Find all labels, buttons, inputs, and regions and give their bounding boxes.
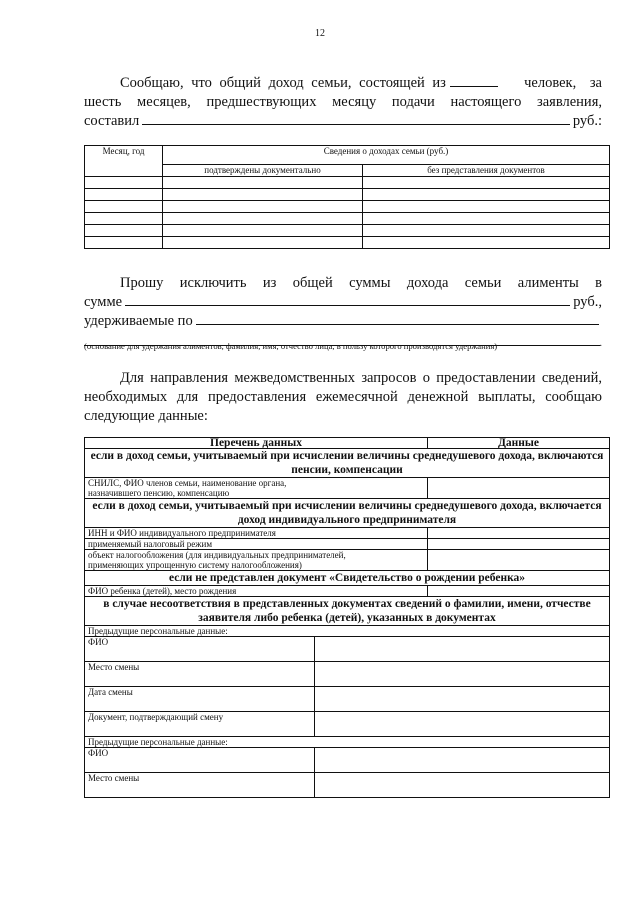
row-inn-value[interactable] xyxy=(428,528,610,539)
fio-label-2: ФИО xyxy=(85,748,315,773)
table-row[interactable] xyxy=(85,225,610,237)
income-total-field[interactable] xyxy=(142,112,570,125)
row-snils-label: СНИЛС, ФИО членов семьи, наименование органа, назначившего пенсию, компенсацию xyxy=(85,478,428,499)
section-pensions: если в доход семьи, учитываемый при исчислении величины среднедушевого дохода, включаются пенсии, компенсации xyxy=(85,449,610,478)
alimony-basis-field[interactable] xyxy=(196,312,599,325)
row-object-label: объект налогообложения (для индивидуальных предпринимателей, применяющих упрощенную систему налогообложения) xyxy=(85,550,428,571)
row-tax-label: применяемый налоговый режим xyxy=(85,539,428,550)
fio-label-1: ФИО xyxy=(85,637,315,662)
income-line3-end: руб.: xyxy=(572,113,602,129)
col-month: Месяц, год xyxy=(85,146,163,177)
alimony-sum-field[interactable] xyxy=(125,293,570,306)
requests-paragraph xyxy=(84,369,602,426)
income-line3-start: составил xyxy=(84,113,140,129)
col-income-info: Сведения о доходах семьи (руб.) xyxy=(163,146,610,165)
col-list: Перечень данных xyxy=(85,438,428,449)
row-child-value[interactable] xyxy=(428,586,610,597)
row-child-label: ФИО ребенка (детей), место рождения xyxy=(85,586,428,597)
requests-line3: следующие данные: xyxy=(84,408,208,424)
alimony-line3: удерживаемые по xyxy=(84,313,193,329)
doc-label-1: Документ, подтверждающий смену xyxy=(85,712,315,737)
date-value-1[interactable] xyxy=(315,687,610,712)
alimony-line2-end: руб., xyxy=(573,294,602,310)
prev-data-label-2: Предыдущие персональные данные: xyxy=(85,737,610,748)
requests-line2: необходимых для предоставления ежемесячной денежной выплаты, сообщаю xyxy=(84,389,602,405)
col-unconfirmed: без представления документов xyxy=(363,165,610,177)
place-value-2[interactable] xyxy=(315,773,610,798)
income-statement xyxy=(84,74,602,131)
section-birth-certificate: если не представлен документ «Свидетельство о рождении ребенка» xyxy=(85,571,610,586)
place-value-1[interactable] xyxy=(315,662,610,687)
row-tax-value[interactable] xyxy=(428,539,610,550)
table-row[interactable] xyxy=(85,237,610,249)
alimony-note: (основание для удержания алиментов, фамилия, имя, отчество лица, в пользу которого производятся удержания) xyxy=(84,341,498,351)
place-label-2: Место смены xyxy=(85,773,315,798)
income-line1-end: человек, за xyxy=(524,75,602,91)
fio-value-2[interactable] xyxy=(315,748,610,773)
fio-value-1[interactable] xyxy=(315,637,610,662)
income-line1-start: Сообщаю, что общий доход семьи, состоящей из xyxy=(120,75,446,91)
income-table xyxy=(84,145,610,249)
data-table xyxy=(84,437,610,798)
page-number: 12 xyxy=(315,28,325,39)
alimony-line1: Прошу исключить из общей суммы дохода семьи алименты в xyxy=(120,275,602,291)
table-row[interactable] xyxy=(85,201,610,213)
income-line2: шесть месяцев, предшествующих месяцу подачи настоящего заявления, xyxy=(84,94,602,110)
table-row[interactable] xyxy=(85,177,610,189)
date-label-1: Дата смены xyxy=(85,687,315,712)
table-row[interactable] xyxy=(85,189,610,201)
section-mismatch: в случае несоответствия в представленных документах сведений о фамилии, имени, отчестве заявителя либо ребенка (детей), указанных в документах xyxy=(85,597,610,626)
place-label-1: Место смены xyxy=(85,662,315,687)
row-inn-label: ИНН и ФИО индивидуального предпринимателя xyxy=(85,528,428,539)
row-snils-value[interactable] xyxy=(428,478,610,499)
doc-value-1[interactable] xyxy=(315,712,610,737)
family-size-field[interactable] xyxy=(450,86,498,87)
prev-data-label-1: Предыдущие персональные данные: xyxy=(85,626,610,637)
col-data: Данные xyxy=(428,438,610,449)
alimony-paragraph: Прошу исключить из общей суммы дохода семьи алименты в сумме руб., удерживаемые по . xyxy=(84,275,602,349)
alimony-line2-start: сумме xyxy=(84,294,123,310)
table-row[interactable] xyxy=(85,213,610,225)
col-confirmed: подтверждены документально xyxy=(163,165,363,177)
row-object-value[interactable] xyxy=(428,550,610,571)
requests-line1: Для направления межведомственных запросов о предоставлении сведений, xyxy=(120,370,602,386)
section-entrepreneur: если в доход семьи, учитываемый при исчислении величины среднедушевого дохода, включается доход индивидуального предпринимателя xyxy=(85,499,610,528)
